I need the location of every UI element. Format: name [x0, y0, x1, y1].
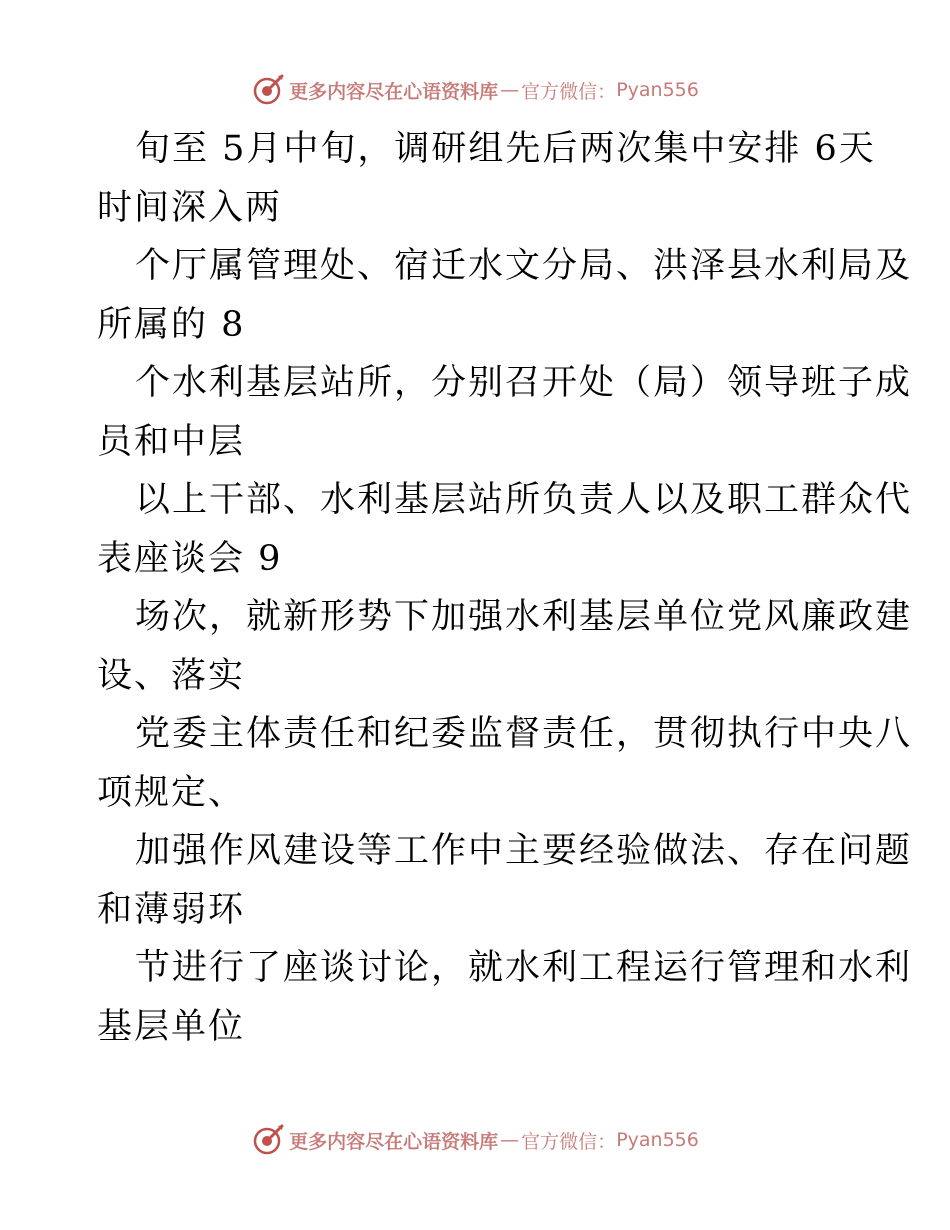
document-body — [97, 120, 913, 1056]
footer-watermark — [0, 1120, 950, 1160]
watermark-wechat-id: Pyan556 — [616, 79, 699, 101]
body-text-line: 员和中层 — [97, 421, 246, 462]
body-text-line: 加强作风建设等工作中主要经验做法、存在问题 — [135, 831, 913, 871]
brand-logo-icon — [251, 73, 285, 107]
body-text-line: 时间深入两 — [97, 187, 283, 228]
body-text-line: 以上干部、水利基层站所负责人以及职工群众代 — [135, 480, 913, 520]
body-text-line: 和薄弱环 — [97, 889, 246, 930]
watermark-brand: 更多内容尽在心语资料库 — [289, 1130, 499, 1153]
body-text-line: 旬至 5月中旬，调研组先后两次集中安排 6天 — [135, 129, 876, 169]
brand-logo-icon — [251, 1123, 285, 1157]
watermark-wechat-label: 官方微信： — [521, 1130, 617, 1153]
body-text-line: 基层单位 — [97, 1006, 246, 1047]
watermark-separator: — — [500, 79, 520, 101]
body-text-line: 表座谈会 9 — [97, 538, 283, 579]
body-text-line: 节进行了座谈讨论，就水利工程运行管理和水利 — [135, 948, 913, 988]
body-text-line: 个厅属管理处、宿迁水文分局、洪泽县水利局及 — [135, 246, 913, 286]
watermark-wechat-id: Pyan556 — [616, 1129, 699, 1151]
body-text-line: 个水利基层站所，分别召开处（局）领导班子成 — [135, 363, 913, 403]
body-text-line: 所属的 8 — [97, 304, 246, 345]
watermark-wechat-label: 官方微信： — [521, 80, 617, 103]
body-text-line: 设、落实 — [97, 655, 246, 696]
watermark-separator: — — [500, 1129, 520, 1151]
watermark-brand: 更多内容尽在心语资料库 — [289, 80, 499, 103]
body-text-line: 场次，就新形势下加强水利基层单位党风廉政建 — [135, 597, 913, 637]
header-watermark — [0, 70, 950, 110]
body-text-line: 项规定、 — [97, 772, 246, 813]
body-text-line: 党委主体责任和纪委监督责任，贯彻执行中央八 — [135, 714, 913, 754]
